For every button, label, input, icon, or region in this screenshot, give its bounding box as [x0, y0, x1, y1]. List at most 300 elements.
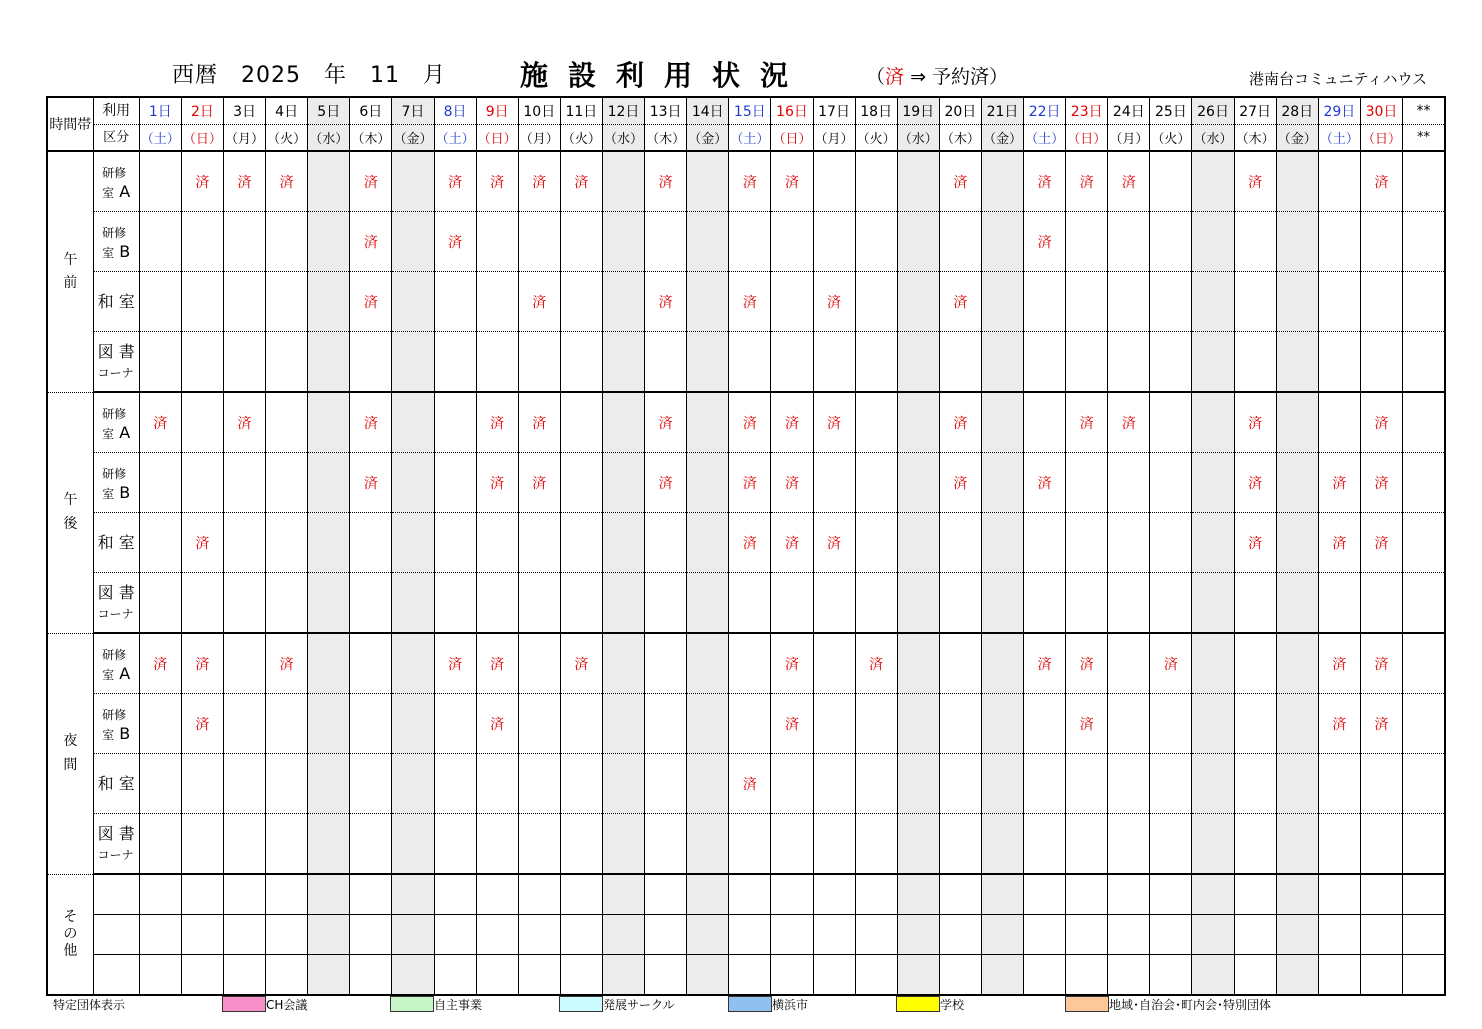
reserved-mark: 済: [1024, 453, 1066, 513]
schedule-cell: [729, 212, 771, 272]
schedule-cell: [1150, 453, 1192, 513]
schedule-cell: [602, 392, 644, 453]
other-cell: [939, 955, 981, 996]
other-cell: [1150, 915, 1192, 955]
date-header: 16日: [771, 97, 813, 125]
schedule-row: [47, 151, 1445, 212]
other-cell: [518, 915, 560, 955]
schedule-cell: [1318, 754, 1360, 814]
schedule-cell: [897, 392, 939, 453]
schedule-cell: [813, 814, 855, 875]
schedule-cell: [518, 332, 560, 393]
other-cell: [1318, 955, 1360, 996]
schedule-cell: [434, 272, 476, 332]
other-cell: [1108, 915, 1150, 955]
other-cell: [602, 955, 644, 996]
room-line-2: コーナ: [97, 847, 134, 862]
reserved-mark: 済: [350, 272, 392, 332]
other-cell: [981, 955, 1023, 996]
schedule-cell: [1192, 332, 1234, 393]
schedule-cell: [476, 814, 518, 875]
schedule-cell: [645, 754, 687, 814]
room-label: [93, 332, 139, 393]
schedule-cell: [1276, 453, 1318, 513]
room-line-3: B: [119, 482, 131, 502]
reserved-mark: 済: [476, 633, 518, 694]
other-cell: [981, 915, 1023, 955]
schedule-cell: [981, 453, 1023, 513]
reserved-mark: 済: [939, 453, 981, 513]
schedule-cell: [392, 332, 434, 393]
legend-item: [390, 996, 482, 1013]
schedule-cell: [645, 633, 687, 694]
date-header: 28日: [1276, 97, 1318, 125]
schedule-cell: [181, 453, 223, 513]
reserved-mark: 済: [1066, 392, 1108, 453]
schedule-cell: [308, 332, 350, 393]
schedule-cell: [729, 694, 771, 754]
other-cell: [687, 874, 729, 915]
schedule-cell: [560, 212, 602, 272]
weekday-header: （木）: [939, 125, 981, 152]
other-cell: [771, 874, 813, 915]
schedule-cell: [139, 513, 181, 573]
schedule-cell: [181, 754, 223, 814]
schedule-cell: [434, 453, 476, 513]
schedule-cell: [771, 212, 813, 272]
schedule-cell: [434, 814, 476, 875]
extra-cell: [1403, 694, 1445, 754]
date-header: 13日: [645, 97, 687, 125]
schedule-cell: [181, 332, 223, 393]
schedule-cell: [308, 513, 350, 573]
organization-name: 港南台コミュニティハウス: [1248, 70, 1427, 88]
other-cell: [1234, 874, 1276, 915]
reserved-mark: 済: [350, 212, 392, 272]
schedule-cell: [602, 694, 644, 754]
room-line-1: 研修: [102, 226, 127, 241]
schedule-cell: [1066, 453, 1108, 513]
schedule-cell: [771, 754, 813, 814]
room-label: [93, 814, 139, 875]
schedule-cell: [560, 754, 602, 814]
schedule-cell: [139, 212, 181, 272]
legend-title: 特定団体表示: [53, 998, 126, 1012]
other-cell: [308, 874, 350, 915]
other-cell: [813, 874, 855, 915]
other-cell: [645, 874, 687, 915]
reserved-mark: 済: [518, 453, 560, 513]
period-label-text: 夜 間: [63, 733, 78, 773]
legend-label: 横浜市: [772, 998, 809, 1012]
weekday-header: （金）: [687, 125, 729, 152]
legend-note-mark: 済: [885, 66, 905, 88]
schedule-cell: [1150, 151, 1192, 212]
schedule-cell: [350, 633, 392, 694]
schedule-cell: [476, 272, 518, 332]
schedule-cell: [1318, 573, 1360, 634]
room-label: [93, 694, 139, 754]
schedule-cell: [223, 513, 265, 573]
schedule-cell: [518, 754, 560, 814]
reserved-mark: 済: [1234, 453, 1276, 513]
date-header: 17日: [813, 97, 855, 125]
schedule-cell: [266, 694, 308, 754]
other-cell: [1318, 874, 1360, 915]
schedule-cell: [1192, 212, 1234, 272]
other-cell: [1234, 955, 1276, 996]
schedule-cell: [1108, 272, 1150, 332]
other-cell: [350, 915, 392, 955]
schedule-cell: [1276, 513, 1318, 573]
legend-swatch: [559, 996, 603, 1012]
other-cell: [518, 874, 560, 915]
other-cell: [1066, 915, 1108, 955]
other-cell: [476, 915, 518, 955]
room-line-1: 研修: [102, 648, 127, 663]
other-cell: [1192, 874, 1234, 915]
schedule-cell: [560, 392, 602, 453]
room-line-1: 和 室: [97, 773, 135, 793]
reserved-mark: 済: [476, 392, 518, 453]
schedule-cell: [308, 272, 350, 332]
schedule-cell: [1276, 272, 1318, 332]
other-cell: [855, 874, 897, 915]
schedule-cell: [266, 814, 308, 875]
legend-swatch: [1065, 996, 1109, 1012]
reserved-mark: 済: [139, 633, 181, 694]
schedule-cell: [1318, 212, 1360, 272]
schedule-cell: [1192, 392, 1234, 453]
weekday-header: （金）: [392, 125, 434, 152]
legend-label: 学校: [940, 998, 965, 1012]
legend-label: 発展サークル: [603, 998, 675, 1012]
schedule-cell: [771, 332, 813, 393]
other-cell: [729, 955, 771, 996]
schedule-cell: [1234, 272, 1276, 332]
other-cell: [1066, 955, 1108, 996]
legend-item: [222, 996, 307, 1013]
schedule-row: [47, 513, 1445, 573]
schedule-cell: [1360, 573, 1402, 634]
schedule-cell: [1360, 272, 1402, 332]
other-cell: [813, 915, 855, 955]
room-name: [102, 162, 130, 200]
schedule-cell: [1234, 814, 1276, 875]
schedule-cell: [223, 272, 265, 332]
date-header: 23日: [1066, 97, 1108, 125]
schedule-cell: [1234, 212, 1276, 272]
date-header: 15日: [729, 97, 771, 125]
other-cell: [602, 915, 644, 955]
schedule-cell: [1108, 633, 1150, 694]
reserved-mark: 済: [729, 513, 771, 573]
schedule-cell: [645, 573, 687, 634]
schedule-cell: [855, 272, 897, 332]
schedule-cell: [1108, 212, 1150, 272]
other-cell: [308, 915, 350, 955]
schedule-cell: [1108, 453, 1150, 513]
schedule-cell: [687, 814, 729, 875]
reserved-mark: 済: [645, 453, 687, 513]
schedule-cell: [518, 573, 560, 634]
legend-item: [1065, 996, 1271, 1013]
schedule-cell: [1276, 573, 1318, 634]
other-cell: [602, 874, 644, 915]
reserved-mark: 済: [729, 453, 771, 513]
schedule-cell: [392, 633, 434, 694]
schedule-cell: [434, 694, 476, 754]
reserved-mark: 済: [645, 272, 687, 332]
other-row: [47, 915, 1445, 955]
schedule-cell: [181, 573, 223, 634]
schedule-cell: [729, 814, 771, 875]
schedule-cell: [518, 212, 560, 272]
other-cell: [223, 955, 265, 996]
schedule-cell: [602, 453, 644, 513]
other-cell: [350, 955, 392, 996]
schedule-row: [47, 272, 1445, 332]
reserved-mark: 済: [434, 633, 476, 694]
schedule-row: [47, 212, 1445, 272]
weekday-header: （月）: [223, 125, 265, 152]
weekday-header: （金）: [1276, 125, 1318, 152]
room-line-1: 図 書: [97, 342, 135, 362]
schedule-cell: [350, 754, 392, 814]
schedule-cell: [687, 453, 729, 513]
schedule-cell: [813, 453, 855, 513]
other-cell: [560, 955, 602, 996]
schedule-cell: [1276, 754, 1318, 814]
schedule-row: [47, 573, 1445, 634]
reserved-mark: 済: [729, 151, 771, 212]
schedule-cell: [1318, 332, 1360, 393]
reserved-mark: 済: [434, 151, 476, 212]
schedule-cell: [855, 513, 897, 573]
schedule-cell: [897, 272, 939, 332]
weekday-header: （土）: [1024, 125, 1066, 152]
other-cell: [939, 915, 981, 955]
schedule-cell: [855, 814, 897, 875]
room-line-2: コーナ: [97, 365, 134, 380]
schedule-cell: [139, 453, 181, 513]
reserved-mark: 済: [518, 272, 560, 332]
schedule-cell: [266, 332, 308, 393]
other-cell: [434, 874, 476, 915]
other-cell: [476, 874, 518, 915]
schedule-cell: [602, 573, 644, 634]
schedule-cell: [560, 272, 602, 332]
room-line-1: 図 書: [97, 824, 135, 844]
schedule-cell: [223, 694, 265, 754]
reserved-mark: 済: [1024, 212, 1066, 272]
extra-cell: [1403, 332, 1445, 393]
schedule-cell: [1234, 633, 1276, 694]
date-header: 2日: [181, 97, 223, 125]
schedule-cell: [981, 694, 1023, 754]
extra-cell: [1403, 915, 1445, 955]
schedule-cell: [897, 332, 939, 393]
legend-swatch: [896, 996, 940, 1012]
schedule-cell: [181, 814, 223, 875]
date-header: 12日: [602, 97, 644, 125]
schedule-cell: [687, 332, 729, 393]
header-row-weekdays: [47, 125, 1445, 152]
reserved-mark: 済: [181, 633, 223, 694]
other-cell: [1108, 955, 1150, 996]
weekday-header: （月）: [813, 125, 855, 152]
other-cell: [897, 915, 939, 955]
schedule-cell: [1318, 814, 1360, 875]
legend-label: 自主事業: [434, 998, 483, 1012]
schedule-cell: [266, 272, 308, 332]
date-header: 21日: [981, 97, 1023, 125]
reserved-mark: 済: [476, 453, 518, 513]
schedule-cell: [350, 694, 392, 754]
reserved-mark: 済: [1360, 151, 1402, 212]
room-label: [93, 272, 139, 332]
period-label-text: 午 前: [63, 251, 78, 291]
legend-item: [559, 996, 675, 1013]
schedule-cell: [392, 151, 434, 212]
room-label: [93, 453, 139, 513]
legend-note: [866, 62, 1008, 89]
schedule-cell: [139, 814, 181, 875]
time-slot-header: 時間帯: [47, 97, 93, 151]
other-cell: [139, 915, 181, 955]
schedule-cell: [139, 332, 181, 393]
date-header: 6日: [350, 97, 392, 125]
other-cell: [939, 874, 981, 915]
schedule-cell: [223, 573, 265, 634]
reserved-mark: 済: [771, 694, 813, 754]
legend-label: CH会議: [266, 998, 308, 1012]
reserved-mark: 済: [729, 754, 771, 814]
schedule-cell: [392, 754, 434, 814]
extra-cell: [1403, 633, 1445, 694]
date-header: 30日: [1360, 97, 1402, 125]
schedule-cell: [645, 332, 687, 393]
other-cell: [1360, 915, 1402, 955]
other-cell: [350, 874, 392, 915]
extra-cell: [1403, 754, 1445, 814]
schedule-cell: [308, 633, 350, 694]
reserved-mark: 済: [1150, 633, 1192, 694]
date-header: 22日: [1024, 97, 1066, 125]
schedule-cell: [981, 392, 1023, 453]
reserved-mark: 済: [1066, 694, 1108, 754]
schedule-cell: [897, 573, 939, 634]
schedule-cell: [855, 694, 897, 754]
schedule-cell: [897, 212, 939, 272]
other-cell: [1318, 915, 1360, 955]
weekday-header: （日）: [476, 125, 518, 152]
schedule-cell: [434, 573, 476, 634]
other-cell: [897, 955, 939, 996]
schedule-cell: [1192, 513, 1234, 573]
other-cell: [392, 874, 434, 915]
other-cell: [645, 915, 687, 955]
schedule-cell: [1192, 814, 1234, 875]
usage-kind-header-2: 区分: [93, 125, 139, 152]
reserved-mark: 済: [1360, 513, 1402, 573]
legend-swatch: [390, 996, 434, 1012]
schedule-cell: [1108, 332, 1150, 393]
schedule-cell: [939, 573, 981, 634]
reserved-mark: 済: [1024, 151, 1066, 212]
schedule-cell: [687, 151, 729, 212]
schedule-cell: [939, 633, 981, 694]
schedule-cell: [560, 513, 602, 573]
extra-cell: [1403, 212, 1445, 272]
schedule-cell: [1024, 573, 1066, 634]
reserved-mark: 済: [771, 633, 813, 694]
other-cell: [434, 915, 476, 955]
date-header: 19日: [897, 97, 939, 125]
schedule-cell: [1276, 212, 1318, 272]
room-name: [98, 774, 135, 793]
schedule-cell: [1108, 694, 1150, 754]
reserved-mark: 済: [1318, 694, 1360, 754]
room-name: [102, 403, 130, 441]
schedule-cell: [687, 513, 729, 573]
schedule-cell: [981, 754, 1023, 814]
schedule-cell: [266, 212, 308, 272]
room-label: [93, 151, 139, 212]
schedule-cell: [350, 814, 392, 875]
reserved-mark: 済: [1108, 392, 1150, 453]
schedule-cell: [855, 151, 897, 212]
other-cell: [645, 955, 687, 996]
schedule-cell: [813, 754, 855, 814]
room-label: [93, 573, 139, 634]
reserved-mark: 済: [350, 453, 392, 513]
weekday-header: （水）: [308, 125, 350, 152]
schedule-cell: [1360, 332, 1402, 393]
schedule-cell: [855, 754, 897, 814]
other-row: [47, 955, 1445, 996]
date-header: 5日: [308, 97, 350, 125]
reserved-mark: 済: [139, 392, 181, 453]
other-cell: [518, 955, 560, 996]
other-row: [47, 874, 1445, 915]
room-line-3: A: [119, 422, 131, 442]
schedule-cell: [476, 754, 518, 814]
schedule-cell: [687, 272, 729, 332]
extra-cell: [1403, 573, 1445, 634]
room-name: [102, 704, 130, 742]
schedule-cell: [855, 212, 897, 272]
schedule-cell: [687, 212, 729, 272]
schedule-cell: [392, 272, 434, 332]
date-header: 24日: [1108, 97, 1150, 125]
weekday-header: （木）: [350, 125, 392, 152]
schedule-cell: [1234, 754, 1276, 814]
schedule-cell: [1108, 513, 1150, 573]
date-header: 3日: [223, 97, 265, 125]
legend-item: [728, 996, 808, 1013]
schedule-cell: [266, 453, 308, 513]
schedule-cell: [1192, 573, 1234, 634]
schedule-cell: [1318, 392, 1360, 453]
other-cell: [1066, 874, 1108, 915]
reserved-mark: 済: [729, 392, 771, 453]
schedule-cell: [813, 573, 855, 634]
reserved-mark: 済: [181, 694, 223, 754]
schedule-cell: [266, 513, 308, 573]
reserved-mark: 済: [518, 392, 560, 453]
schedule-cell: [813, 151, 855, 212]
